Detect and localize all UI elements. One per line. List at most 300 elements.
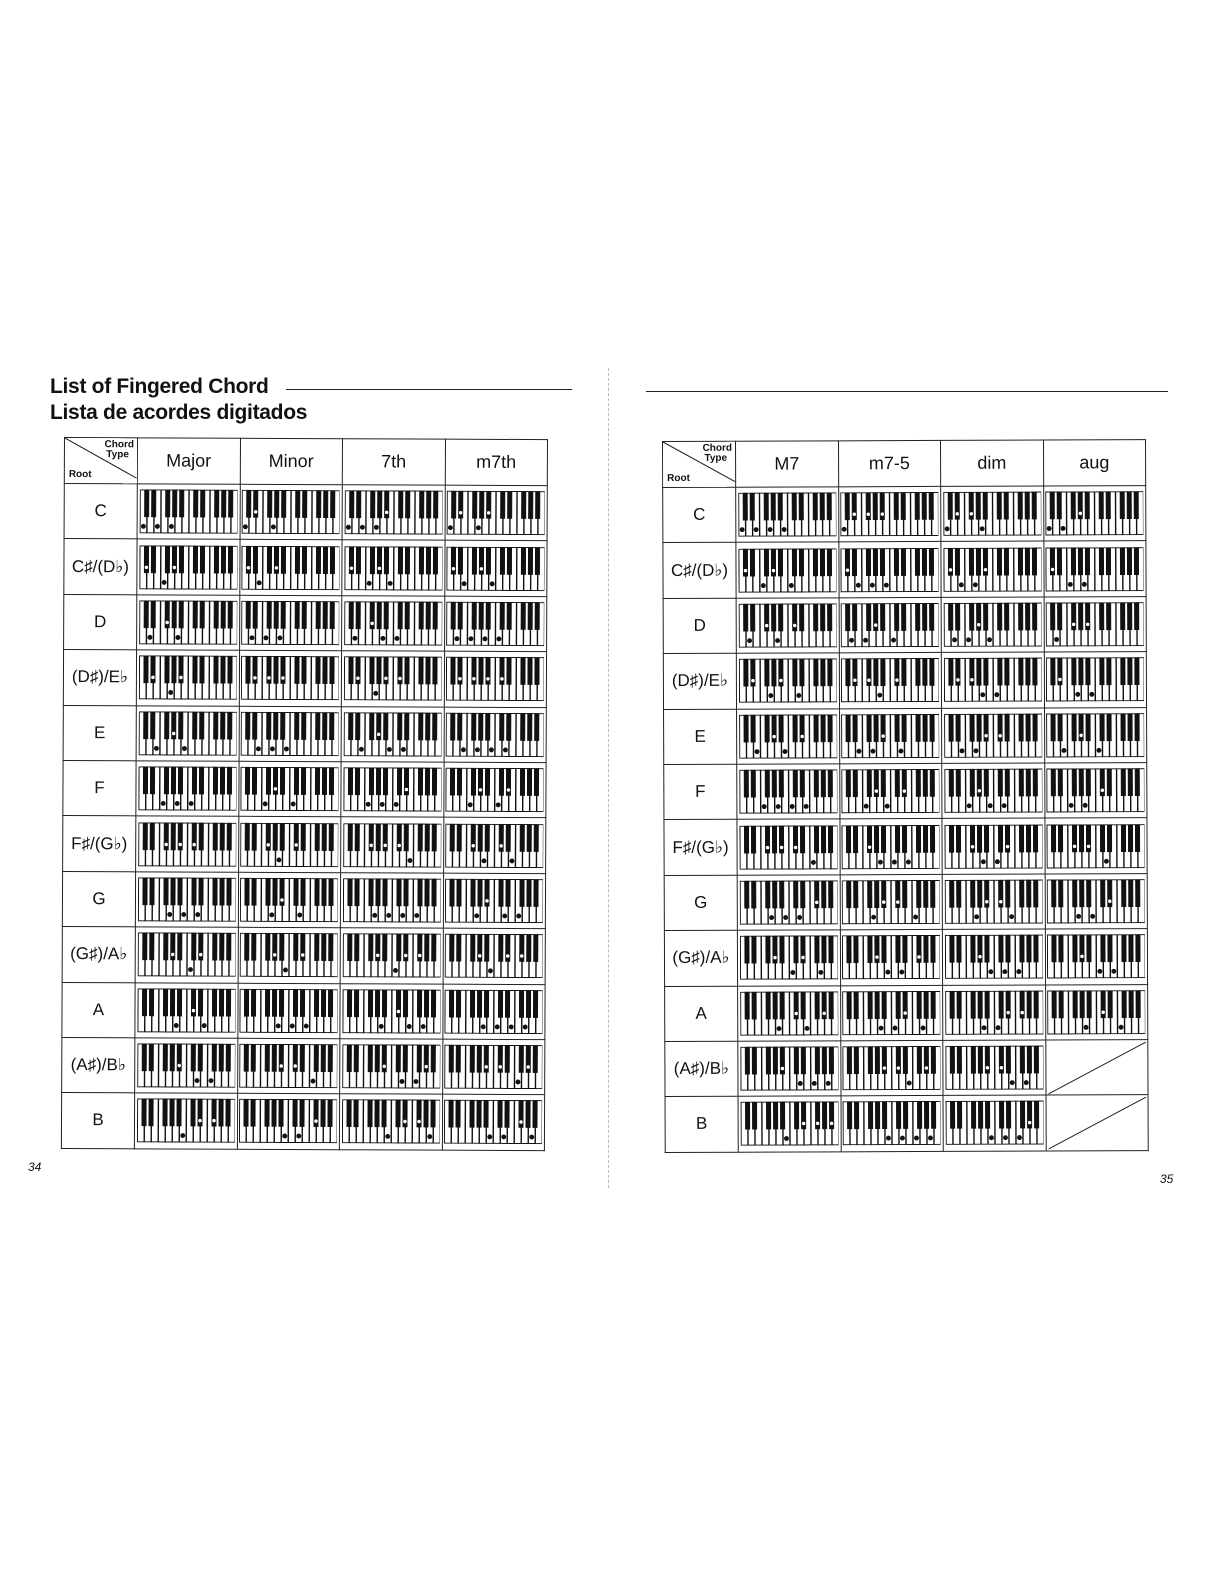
black-key bbox=[1033, 714, 1038, 741]
black-key bbox=[883, 1102, 888, 1129]
black-key bbox=[751, 715, 756, 742]
black-key bbox=[744, 881, 749, 908]
black-key bbox=[930, 770, 935, 797]
note-marker bbox=[495, 1024, 499, 1028]
black-key bbox=[869, 1102, 874, 1129]
keyboard-diagram bbox=[137, 988, 235, 1032]
note-marker bbox=[884, 583, 888, 587]
black-key bbox=[265, 1044, 270, 1071]
black-key bbox=[252, 878, 257, 905]
black-key bbox=[472, 713, 477, 740]
black-key bbox=[998, 769, 1003, 796]
note-marker bbox=[397, 843, 401, 847]
black-key bbox=[397, 768, 402, 795]
black-key bbox=[915, 548, 920, 575]
note-marker bbox=[984, 733, 988, 737]
note-marker bbox=[290, 1024, 294, 1028]
black-key bbox=[1071, 492, 1076, 519]
black-key bbox=[328, 1045, 333, 1072]
note-marker bbox=[462, 747, 466, 751]
black-key bbox=[499, 935, 504, 962]
chord-row-d bbox=[663, 596, 1146, 653]
black-key bbox=[198, 1044, 203, 1071]
black-key bbox=[164, 878, 169, 905]
note-marker bbox=[174, 1023, 178, 1027]
note-marker bbox=[372, 913, 376, 917]
black-key bbox=[752, 1047, 757, 1074]
black-key bbox=[321, 1100, 326, 1127]
page-title-spanish: Lista de acordes digitados bbox=[50, 401, 308, 424]
black-key bbox=[970, 880, 975, 907]
black-key bbox=[854, 1047, 859, 1074]
black-key bbox=[949, 770, 954, 797]
chord-row-b bbox=[665, 1095, 1148, 1152]
black-key bbox=[330, 546, 335, 573]
black-key bbox=[821, 770, 826, 797]
black-key bbox=[227, 823, 232, 850]
black-key bbox=[955, 603, 960, 630]
black-key bbox=[1051, 658, 1056, 685]
black-key bbox=[376, 879, 381, 906]
black-key bbox=[164, 712, 169, 739]
black-key bbox=[873, 493, 878, 520]
black-key bbox=[323, 657, 328, 684]
black-key bbox=[302, 602, 307, 629]
black-key bbox=[970, 936, 975, 963]
black-key bbox=[200, 601, 205, 628]
keyboard-diagram bbox=[841, 658, 939, 702]
note-marker bbox=[790, 971, 794, 975]
black-key bbox=[881, 659, 886, 686]
note-marker bbox=[517, 914, 521, 918]
note-marker bbox=[800, 734, 804, 738]
note-marker bbox=[974, 748, 978, 752]
black-key bbox=[984, 825, 989, 852]
keyboard-diagram bbox=[445, 934, 543, 978]
chord-cell-m7th-a bbox=[442, 984, 545, 1040]
black-key bbox=[506, 824, 511, 851]
note-marker bbox=[882, 900, 886, 904]
black-key bbox=[847, 1047, 852, 1074]
black-key bbox=[213, 712, 218, 739]
black-key bbox=[246, 657, 251, 684]
black-key bbox=[1018, 548, 1023, 575]
black-key bbox=[144, 601, 149, 628]
black-key bbox=[398, 491, 403, 518]
black-key bbox=[983, 659, 988, 686]
keyboard-diagram bbox=[446, 768, 544, 812]
black-key bbox=[1027, 1046, 1032, 1073]
note-marker bbox=[1098, 970, 1102, 974]
note-marker bbox=[169, 525, 173, 529]
black-key bbox=[1025, 658, 1030, 685]
black-key bbox=[868, 1047, 873, 1074]
black-key bbox=[377, 602, 382, 629]
black-key bbox=[916, 659, 921, 686]
black-key bbox=[268, 491, 273, 518]
black-key bbox=[382, 934, 387, 961]
note-marker bbox=[490, 581, 494, 585]
black-key bbox=[199, 656, 204, 683]
black-key bbox=[143, 767, 148, 794]
black-key bbox=[985, 1102, 990, 1129]
note-marker bbox=[1108, 899, 1112, 903]
keyboard-diagram bbox=[139, 545, 237, 589]
note-marker bbox=[780, 1067, 784, 1071]
black-key bbox=[349, 602, 354, 629]
black-key bbox=[779, 715, 784, 742]
black-key bbox=[151, 545, 156, 572]
chord-cell-m7-f-sharp-g-flat bbox=[737, 819, 840, 875]
chord-cell-major-c bbox=[137, 484, 240, 540]
note-marker bbox=[761, 583, 765, 587]
black-key bbox=[792, 659, 797, 686]
note-marker bbox=[377, 566, 381, 570]
black-key bbox=[902, 714, 907, 741]
chord-cell-m7-b bbox=[738, 1096, 841, 1152]
black-key bbox=[355, 768, 360, 795]
black-key bbox=[1005, 935, 1010, 962]
title-block bbox=[50, 374, 307, 426]
black-key bbox=[322, 989, 327, 1016]
black-key bbox=[743, 660, 748, 687]
black-key bbox=[854, 991, 859, 1018]
black-key bbox=[752, 992, 757, 1019]
keyboard-diagram bbox=[740, 991, 838, 1035]
note-marker bbox=[359, 747, 363, 751]
corner-type-label: Type bbox=[704, 452, 728, 464]
note-marker bbox=[740, 528, 744, 532]
root-label: G bbox=[664, 875, 737, 931]
black-key bbox=[143, 878, 148, 905]
note-marker bbox=[254, 510, 258, 514]
black-key bbox=[1129, 824, 1134, 851]
note-marker bbox=[274, 787, 278, 791]
black-key bbox=[750, 493, 755, 520]
keyboard-diagram bbox=[1047, 768, 1145, 812]
note-marker bbox=[253, 676, 257, 680]
type-header-m7th: m7th bbox=[445, 439, 548, 485]
note-marker bbox=[376, 732, 380, 736]
black-key bbox=[149, 1044, 154, 1071]
black-key bbox=[534, 935, 539, 962]
black-key bbox=[814, 770, 819, 797]
black-key bbox=[485, 935, 490, 962]
black-key bbox=[280, 989, 285, 1016]
note-marker bbox=[907, 859, 911, 863]
black-key bbox=[773, 992, 778, 1019]
keyboard-diagram bbox=[138, 711, 236, 755]
note-marker bbox=[878, 693, 882, 697]
black-key bbox=[528, 658, 533, 685]
black-key bbox=[1136, 935, 1141, 962]
black-key bbox=[970, 714, 975, 741]
note-marker bbox=[479, 788, 483, 792]
chord-cell-7th-g bbox=[340, 872, 443, 928]
black-key bbox=[507, 658, 512, 685]
black-key bbox=[1136, 824, 1141, 851]
black-key bbox=[281, 712, 286, 739]
note-marker bbox=[812, 1081, 816, 1085]
keyboard-diagram bbox=[1047, 934, 1145, 978]
chord-cell-major-b bbox=[134, 1093, 237, 1149]
black-key bbox=[348, 879, 353, 906]
black-key bbox=[950, 1046, 955, 1073]
black-key bbox=[433, 547, 438, 574]
note-marker bbox=[250, 636, 254, 640]
black-key bbox=[821, 715, 826, 742]
black-key bbox=[903, 1047, 908, 1074]
note-marker bbox=[874, 789, 878, 793]
black-key bbox=[1026, 935, 1031, 962]
chord-cell-minor-c-sharp-d-flat bbox=[239, 540, 342, 596]
black-key bbox=[301, 768, 306, 795]
black-key bbox=[529, 492, 534, 519]
black-key bbox=[282, 491, 287, 518]
note-marker bbox=[783, 749, 787, 753]
black-key bbox=[451, 713, 456, 740]
black-key bbox=[384, 602, 389, 629]
black-key bbox=[368, 990, 373, 1017]
black-key bbox=[193, 546, 198, 573]
black-key bbox=[449, 1101, 454, 1128]
black-key bbox=[894, 548, 899, 575]
black-key bbox=[875, 825, 880, 852]
note-marker bbox=[1047, 527, 1051, 531]
note-marker bbox=[1077, 914, 1081, 918]
note-marker bbox=[956, 678, 960, 682]
black-key bbox=[1085, 547, 1090, 574]
black-key bbox=[449, 1045, 454, 1072]
note-marker bbox=[148, 635, 152, 639]
keyboard-diagram bbox=[945, 1046, 1043, 1090]
black-key bbox=[293, 1100, 298, 1127]
note-marker bbox=[404, 788, 408, 792]
black-key bbox=[214, 601, 219, 628]
note-marker bbox=[897, 1066, 901, 1070]
black-key bbox=[771, 493, 776, 520]
black-key bbox=[226, 989, 231, 1016]
keyboard-diagram bbox=[843, 1101, 941, 1145]
black-key bbox=[1018, 658, 1023, 685]
note-marker bbox=[945, 527, 949, 531]
chord-cell-m7th-a-sharp-b-flat bbox=[442, 1039, 545, 1095]
black-key bbox=[976, 659, 981, 686]
black-key bbox=[471, 879, 476, 906]
black-key bbox=[828, 881, 833, 908]
black-key bbox=[227, 767, 232, 794]
note-marker bbox=[394, 802, 398, 806]
black-key bbox=[1006, 1046, 1011, 1073]
black-key bbox=[301, 989, 306, 1016]
black-key bbox=[347, 989, 352, 1016]
note-marker bbox=[1062, 748, 1066, 752]
black-key bbox=[867, 770, 872, 797]
black-key bbox=[1136, 990, 1141, 1017]
note-marker bbox=[871, 749, 875, 753]
note-marker bbox=[477, 526, 481, 530]
black-key bbox=[220, 657, 225, 684]
black-key bbox=[519, 1046, 524, 1073]
root-label: (D♯)/E♭ bbox=[663, 653, 736, 709]
black-key bbox=[847, 881, 852, 908]
black-key bbox=[779, 936, 784, 963]
black-key bbox=[534, 824, 539, 851]
corner-type-label: Type bbox=[106, 449, 129, 461]
black-key bbox=[403, 1045, 408, 1072]
note-marker bbox=[396, 1009, 400, 1013]
root-label: C♯/(D♭) bbox=[663, 543, 736, 599]
note-marker bbox=[263, 802, 267, 806]
note-marker bbox=[162, 580, 166, 584]
black-key bbox=[300, 1100, 305, 1127]
keyboard-diagram bbox=[739, 825, 837, 869]
black-key bbox=[280, 768, 285, 795]
note-marker bbox=[1058, 678, 1062, 682]
note-marker bbox=[281, 676, 285, 680]
black-key bbox=[450, 824, 455, 851]
note-marker bbox=[948, 567, 952, 571]
black-key bbox=[1033, 880, 1038, 907]
note-marker bbox=[181, 912, 185, 916]
black-key bbox=[170, 1044, 175, 1071]
note-marker bbox=[754, 528, 758, 532]
black-key bbox=[923, 770, 928, 797]
note-marker bbox=[852, 512, 856, 516]
black-key bbox=[478, 824, 483, 851]
keyboard-diagram bbox=[242, 545, 340, 589]
black-key bbox=[778, 493, 783, 520]
black-key bbox=[744, 826, 749, 853]
keyboard-diagram bbox=[444, 1100, 542, 1144]
black-key bbox=[356, 546, 361, 573]
black-key bbox=[149, 989, 154, 1016]
black-key bbox=[1129, 935, 1134, 962]
black-key bbox=[317, 491, 322, 518]
black-key bbox=[924, 936, 929, 963]
black-key bbox=[799, 659, 804, 686]
black-key bbox=[1071, 547, 1076, 574]
black-key bbox=[321, 1045, 326, 1072]
note-marker bbox=[384, 510, 388, 514]
note-marker bbox=[777, 1026, 781, 1030]
black-key bbox=[300, 1045, 305, 1072]
black-key bbox=[916, 603, 921, 630]
black-key bbox=[213, 767, 218, 794]
black-key bbox=[212, 1044, 217, 1071]
note-marker bbox=[805, 1026, 809, 1030]
black-key bbox=[294, 934, 299, 961]
black-key bbox=[984, 769, 989, 796]
black-key bbox=[322, 934, 327, 961]
black-key bbox=[315, 989, 320, 1016]
chord-cell-major-e bbox=[136, 705, 239, 761]
page-number-right: 35 bbox=[1160, 1172, 1174, 1186]
chord-row-e bbox=[63, 705, 546, 762]
note-marker bbox=[1083, 803, 1087, 807]
black-key bbox=[179, 601, 184, 628]
black-key bbox=[1052, 935, 1057, 962]
keyboard-diagram bbox=[944, 824, 1042, 868]
black-key bbox=[323, 546, 328, 573]
keyboard-diagram bbox=[343, 878, 441, 922]
keyboard-diagram bbox=[239, 1044, 337, 1088]
chord-cell-dim-a-sharp-b-flat bbox=[943, 1040, 1046, 1096]
black-key bbox=[901, 548, 906, 575]
note-marker bbox=[1101, 1010, 1105, 1014]
black-key bbox=[1004, 603, 1009, 630]
black-key bbox=[745, 1047, 750, 1074]
black-key bbox=[978, 1046, 983, 1073]
chord-cell-m7-a-sharp-b-flat bbox=[738, 1041, 841, 1097]
black-key bbox=[329, 934, 334, 961]
root-label: (A♯)/B♭ bbox=[62, 1037, 135, 1093]
note-marker bbox=[970, 844, 974, 848]
black-key bbox=[228, 601, 233, 628]
note-marker bbox=[875, 955, 879, 959]
black-key bbox=[931, 936, 936, 963]
black-key bbox=[432, 657, 437, 684]
note-marker bbox=[285, 747, 289, 751]
black-key bbox=[1005, 714, 1010, 741]
note-marker bbox=[1069, 803, 1073, 807]
black-key bbox=[1033, 825, 1038, 852]
black-key bbox=[847, 825, 852, 852]
black-key bbox=[1025, 548, 1030, 575]
black-key bbox=[425, 657, 430, 684]
black-key bbox=[267, 712, 272, 739]
black-key bbox=[383, 768, 388, 795]
note-marker bbox=[1076, 693, 1080, 697]
note-marker bbox=[885, 804, 889, 808]
note-marker bbox=[279, 1064, 283, 1068]
black-key bbox=[520, 879, 525, 906]
black-key bbox=[471, 768, 476, 795]
black-key bbox=[322, 879, 327, 906]
root-label: E bbox=[63, 705, 136, 761]
note-marker bbox=[1051, 567, 1055, 571]
black-key bbox=[792, 493, 797, 520]
black-key bbox=[925, 1102, 930, 1129]
black-key bbox=[536, 492, 541, 519]
note-marker bbox=[874, 623, 878, 627]
black-key bbox=[323, 712, 328, 739]
black-key bbox=[165, 490, 170, 517]
black-key bbox=[997, 492, 1002, 519]
keyboard-diagram bbox=[1047, 990, 1145, 1034]
black-key bbox=[246, 712, 251, 739]
black-key bbox=[853, 604, 858, 631]
corner-chord-label: Chord bbox=[702, 442, 733, 454]
black-key bbox=[799, 493, 804, 520]
chord-cell-m7-5-d-sharp-e-flat bbox=[839, 653, 942, 709]
note-marker bbox=[790, 805, 794, 809]
black-key bbox=[771, 604, 776, 631]
black-key bbox=[773, 1047, 778, 1074]
black-key bbox=[853, 770, 858, 797]
black-key bbox=[384, 546, 389, 573]
black-key bbox=[535, 658, 540, 685]
chord-cell-m7-c-sharp-d-flat bbox=[736, 542, 839, 598]
note-marker bbox=[294, 842, 298, 846]
note-marker bbox=[893, 860, 897, 864]
black-key bbox=[458, 602, 463, 629]
black-key bbox=[772, 770, 777, 797]
note-marker bbox=[383, 843, 387, 847]
black-key bbox=[315, 879, 320, 906]
black-key bbox=[534, 990, 539, 1017]
black-key bbox=[266, 878, 271, 905]
